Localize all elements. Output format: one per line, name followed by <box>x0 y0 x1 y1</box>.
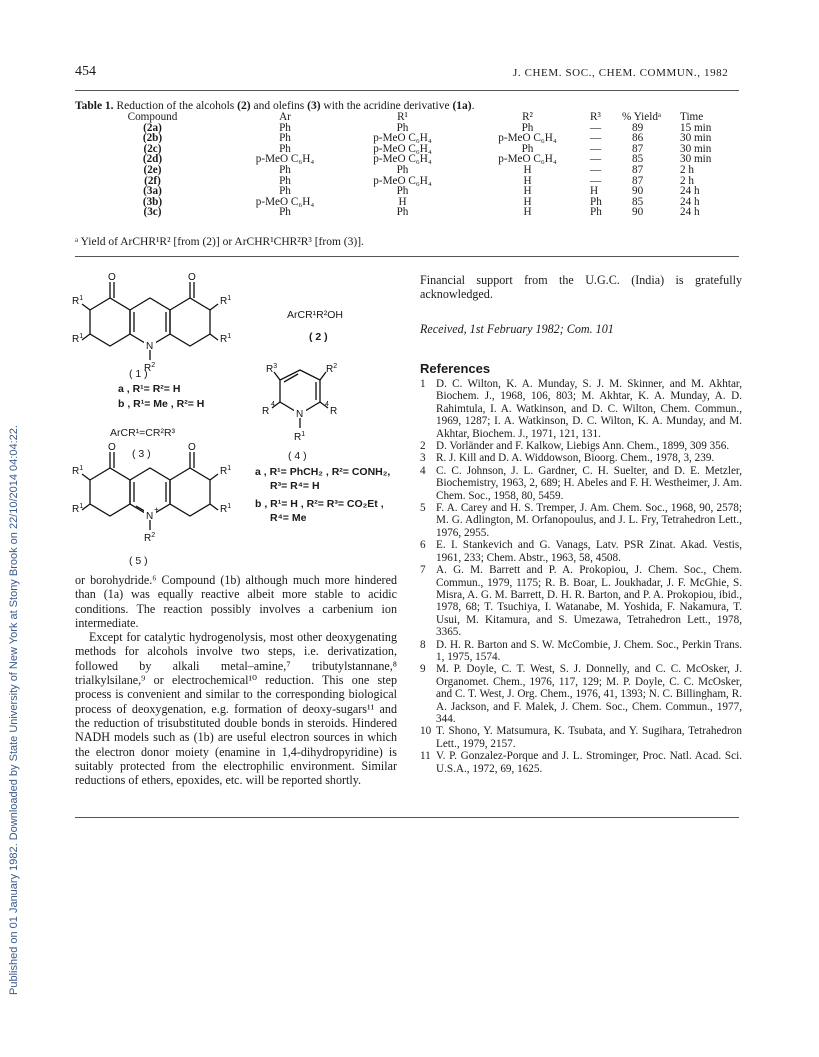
received-line: Received, 1st February 1982; Com. 101 <box>420 322 614 336</box>
reference-number: 4 <box>420 464 426 477</box>
reference-item <box>420 440 742 452</box>
reference-text: C. C. Johnson, J. L. Gardner, C. H. Suelter, and D. E. Metzler, Biochemistry, 1963, 2, 689; H. Abeles and F. H. Westheimer, J. Am. Chem. Soc., 1958, 80, 5459. <box>436 464 742 502</box>
structure-1-variant-b: b , R¹= Me , R²= H <box>118 398 205 410</box>
results-table <box>75 112 739 218</box>
svg-text:R1: $R^1$ <box>220 503 232 515</box>
structure-4-label: ( 4 ) <box>288 450 307 462</box>
table-cell: (3c) <box>143 206 162 219</box>
structure-1-variant-a: a , R¹= R²= H <box>118 383 181 395</box>
table-cell: Ph <box>279 132 291 145</box>
table-cell: 24 h <box>680 206 700 219</box>
caption-ref-2: (2) <box>237 100 251 112</box>
acknowledgement: Financial support from the U.G.C. (India) is gratefully acknowledged. <box>420 273 742 302</box>
table-cell: (2c) <box>143 142 162 155</box>
table-body <box>75 123 739 218</box>
reference-item <box>420 725 742 750</box>
paragraph: Except for catalytic hydrogenolysis, most other deoxygenating methods for alcohols involve two steps, i.e. derivatization, followed by alkali metal–amine,⁷ tributylstannane,⁸ trialkylsilane,⁹ or electrochemical¹⁰ reduction. This one step process is convenient and similar to the corresponding biological process of deoxygenation, e.g. formation of deoxy-sugars¹¹ and the reduction of trisubstituted double bonds in steroids. Hindered NADH models such as (1b) are useful electron sources in which the electron donor moiety (enamine in 1,4-dihydropyridine) is suitably protected from the electrophilic environment. Similar reductions of ethers, epoxides, etc. will be reported shortly. <box>75 630 397 788</box>
svg-text:R2: $R^2$ <box>144 362 156 374</box>
table-cell: — <box>590 132 602 145</box>
table-header-row <box>75 112 739 123</box>
structure-1-label: ( 1 ) <box>129 368 148 380</box>
svg-text:R: R <box>262 406 270 417</box>
caption-label: Table 1. <box>75 100 114 112</box>
table-cell: (2e) <box>143 163 162 176</box>
reference-text: M. P. Doyle, C. T. West, S. J. Donnelly, and C. C. McOsker, J. Organomet. Chem., 1976, 117, 129; M. P. Doyle, C. C. McOsker, and C. T. West, J. Org. Chem., 1976, 41, 1393; N. C. Billingham, R. A. Jackson, and F. Malek, J. Chem. Soc., Chem. Commun., 1977, 344. <box>436 663 742 725</box>
reference-number: 7 <box>420 564 426 577</box>
reference-item <box>420 750 742 775</box>
col-header: R¹ <box>397 111 408 123</box>
reference-text: F. A. Carey and H. S. Tremper, J. Am. Chem. Soc., 1968, 90, 2578; M. G. Adlington, M. Orfanopoulus, and J. L. Fry, Tetrahedron Lett., 1976, 2955. <box>436 502 742 539</box>
caption-end: . <box>471 100 475 112</box>
table-cell: — <box>590 174 602 187</box>
journal-header: J. CHEM. SOC., CHEM. COMMUN., 1982 <box>513 67 729 79</box>
table-cell: (3a) <box>143 185 162 198</box>
svg-text:R2: $R^2$ <box>144 532 156 544</box>
svg-text:+: + <box>154 505 159 514</box>
bottom-rule <box>75 817 739 818</box>
reference-number: 5 <box>420 502 426 515</box>
table-cell: 85 <box>632 153 644 166</box>
table-cell: (2a) <box>143 121 162 134</box>
structure-2-formula: ArCR¹R²OH <box>287 309 343 321</box>
table-cell: 30 min <box>680 132 712 145</box>
col-header: Time <box>680 111 704 123</box>
structure-2-label: ( 2 ) <box>309 331 328 343</box>
col-header: Compound <box>127 111 178 123</box>
caption-ref-1a: (1a) <box>452 100 472 112</box>
col-header: % Yieldᵃ <box>622 111 661 123</box>
reference-number: 8 <box>420 638 426 651</box>
table-cell: (3b) <box>142 195 163 208</box>
table-cell: 30 min <box>680 153 712 166</box>
table-cell: Ph <box>279 206 291 219</box>
svg-text:4: 4 <box>325 401 329 408</box>
table-cell: 15 min <box>680 121 712 134</box>
table-cell: p-MeO C₆H₄ <box>255 153 315 166</box>
svg-text:R1: $R^1$ <box>72 465 84 477</box>
caption-text-2: and olefins <box>250 100 308 112</box>
references-heading: References <box>420 361 491 376</box>
table-cell: p-MeO C₆H₄ <box>373 174 432 187</box>
table-cell: — <box>590 142 602 155</box>
table-footnote: ᵃ Yield of ArCHR¹R² [from (2)] or ArCHR¹CHR²R³ [from (3)]. <box>75 236 364 248</box>
caption-ref-3: (3) <box>307 100 321 112</box>
reference-text: V. P. Gonzalez-Porque and J. L. Strominger, Proc. Natl. Acad. Sci. U.S.A., 1972, 69, 1625. <box>436 750 742 775</box>
table-cell: — <box>590 153 602 166</box>
reference-text: T. Shono, Y. Matsumura, K. Tsubata, and Y. Sugihara, Tetrahedron Lett., 1979, 2157. <box>436 725 742 750</box>
table-cell: 30 min <box>680 142 712 155</box>
caption-text-3: with the acridine derivative <box>320 100 453 112</box>
table-cell: Ph <box>396 163 409 176</box>
reference-text: A. G. M. Barrett and P. A. Prokopiou, J. Chem. Soc., Chem. Commun., 1979, 1175; R. B. Boar, L. Joukhadar, J. F. McGhie, S. Misra, A. G. M. Barrett, D. H. R. Barton, and P. A. Prokopiou, ibid., 1978, 68; T. Tsuchiya, I. Watanabe, M. Yoshida, F. Nakamura, T. Usui, M. Kitamura, and S. Umezawa, Tetrahedron Lett., 1978, 3365. <box>436 564 742 639</box>
table-cell: Ph <box>279 121 291 134</box>
table-cell: 89 <box>632 121 644 134</box>
table-cell: Ph <box>279 185 291 198</box>
reference-text: D. C. Wilton, K. A. Munday, S. J. M. Skinner, and M. Akhtar, Biochem. J., 1968, 106, 803; M. Akhtar, K. A. Munday, A. D. Rahimtula, I. A. Watkinson, and D. C. Wilton, Chem. Commun., 1969, 1287; I. A. Watkinson, D. C. Wilton, K. A. Munday, and M. Akhtar, Biochem. J., 1971, 121, 131. <box>436 378 742 440</box>
structure-4-variant-a-line2: R³= R⁴= H <box>270 480 320 492</box>
svg-text:R1: $R^1$ <box>294 431 306 443</box>
body-text-left <box>75 573 397 787</box>
table-cell: (2d) <box>142 153 163 166</box>
table-cell: p-MeO C₆H₄ <box>498 132 557 145</box>
table-cell: 24 h <box>680 195 700 208</box>
reference-number: 11 <box>420 750 431 763</box>
table-cell: Ph <box>396 185 409 198</box>
reference-text: D. H. R. Barton and S. W. McCombie, J. Chem. Soc., Perkin Trans. 1, 1975, 1574. <box>436 638 742 663</box>
structure-3-label: ( 3 ) <box>132 448 151 460</box>
structure-3-formula: ArCR¹=CR²R³ <box>110 427 176 439</box>
reference-item <box>420 564 742 638</box>
table-cell: 87 <box>632 174 644 187</box>
svg-text:N: N <box>146 341 154 352</box>
svg-text:R1: $R^1$ <box>72 503 84 515</box>
table-row <box>75 165 739 176</box>
svg-text:O: O <box>108 272 116 283</box>
table-cell: — <box>590 121 602 134</box>
svg-text:O: O <box>188 442 196 453</box>
structure-4-variant-b-line2: R⁴= Me <box>270 512 307 524</box>
table-cell: Ph <box>521 142 534 155</box>
svg-text:4: 4 <box>271 401 275 408</box>
col-header: R² <box>522 111 533 123</box>
reference-item <box>420 452 742 464</box>
download-sidebar <box>0 0 24 1057</box>
col-header: Ar <box>279 111 291 123</box>
table-cell: H <box>523 174 532 187</box>
table-cell: 2 h <box>680 163 694 176</box>
svg-text:R1: $R^1$ <box>220 295 232 307</box>
reference-number: 2 <box>420 440 426 453</box>
table-cell: H <box>523 206 532 219</box>
reference-number: 6 <box>420 539 426 552</box>
structure-5-label: ( 5 ) <box>129 555 148 567</box>
reference-item <box>420 663 742 725</box>
reference-text: D. Vorländer and F. Kalkow, Liebigs Ann. Chem., 1899, 309 356. <box>436 440 730 453</box>
table-cell: p-MeO C₆H₄ <box>373 132 432 145</box>
svg-text:R: R <box>330 406 338 417</box>
table-cell: 90 <box>632 185 644 198</box>
table-cell: p-MeO C₆H₄ <box>373 142 432 155</box>
svg-text:O: O <box>108 442 116 453</box>
svg-text:R3: $R^3$ <box>266 363 278 375</box>
paragraph: or borohydride.⁶ Compound (1b) although much more hindered than (1a) was equally reactive albeit more stable to acidic conditions. The reaction possibly involves a carbenium ion intermediate. <box>75 573 397 630</box>
svg-text:O: O <box>188 272 196 283</box>
table-cell: Ph <box>279 174 291 187</box>
svg-text:N: N <box>146 511 154 522</box>
table-cell: Ph <box>396 206 409 219</box>
svg-text:R2: $R^2$ <box>326 363 338 375</box>
reference-number: 10 <box>420 725 432 738</box>
reference-text: R. J. Kill and D. A. Widdowson, Bioorg. Chem., 1978, 3, 239. <box>436 452 715 465</box>
table-cell: H <box>523 163 532 176</box>
svg-text:R1: $R^1$ <box>220 465 232 477</box>
caption-text-1: Reduction of the alcohols <box>113 100 238 112</box>
reference-item <box>420 378 742 440</box>
table-row <box>75 207 739 218</box>
table-cell: H <box>523 195 532 208</box>
table-cell: — <box>590 163 602 176</box>
table-cell: p-MeO C₆H₄ <box>255 195 315 208</box>
table-cell: H <box>523 185 532 198</box>
download-notice: Published on 01 January 1982. Downloaded by State University of New York at Stony Brook on 22/10/2014 04:04:22. <box>8 425 20 995</box>
reference-number: 9 <box>420 663 426 676</box>
page-number: 454 <box>75 64 96 79</box>
svg-text:R1: $R^1$ <box>72 333 84 345</box>
table-cell: H <box>398 195 407 208</box>
svg-text:R1: $R^1$ <box>220 333 232 345</box>
reference-number: 1 <box>420 378 426 390</box>
table-cell: 85 <box>632 195 644 208</box>
reference-item <box>420 465 742 502</box>
table-cell: 90 <box>632 206 644 219</box>
structure-4-variant-b-line1: b , R¹= H , R²= R³= CO₂Et , <box>255 498 384 510</box>
table-cell: p-MeO C₆H₄ <box>498 153 557 166</box>
table-cell: Ph <box>590 206 602 219</box>
chemical-structures <box>70 268 415 573</box>
reference-text: E. I. Stankevich and G. Vanags, Latv. PSR Zinat. Akad. Vestis, 1961, 233; Chem. Abstr., 1963, 58, 4508. <box>436 539 742 564</box>
table-cell: H <box>590 185 599 198</box>
table-bottom-rule <box>75 256 739 257</box>
col-header: R³ <box>590 111 601 123</box>
table-cell: Ph <box>521 121 534 134</box>
table-cell: 24 h <box>680 185 700 198</box>
references-list <box>420 378 742 775</box>
table-cell: 2 h <box>680 174 694 187</box>
table-cell: (2f) <box>144 174 161 187</box>
header-rule <box>75 90 739 91</box>
reference-item <box>420 639 742 664</box>
table-cell: (2b) <box>142 132 163 145</box>
table-cell: Ph <box>279 163 291 176</box>
table-cell: 87 <box>632 142 644 155</box>
table-cell: Ph <box>279 142 291 155</box>
svg-text:R1: $R^1$ <box>72 295 84 307</box>
table-cell: p-MeO C₆H₄ <box>373 153 432 166</box>
reference-number: 3 <box>420 452 426 465</box>
table-cell: Ph <box>590 195 602 208</box>
structure-4-variant-a-line1: a , R¹= PhCH₂ , R²= CONH₂, <box>255 466 391 478</box>
reference-item <box>420 502 742 539</box>
table-cell: Ph <box>396 121 409 134</box>
table-cell: 87 <box>632 163 644 176</box>
svg-text:N: N <box>296 409 304 420</box>
table-cell: 86 <box>632 132 644 145</box>
reference-item <box>420 539 742 564</box>
